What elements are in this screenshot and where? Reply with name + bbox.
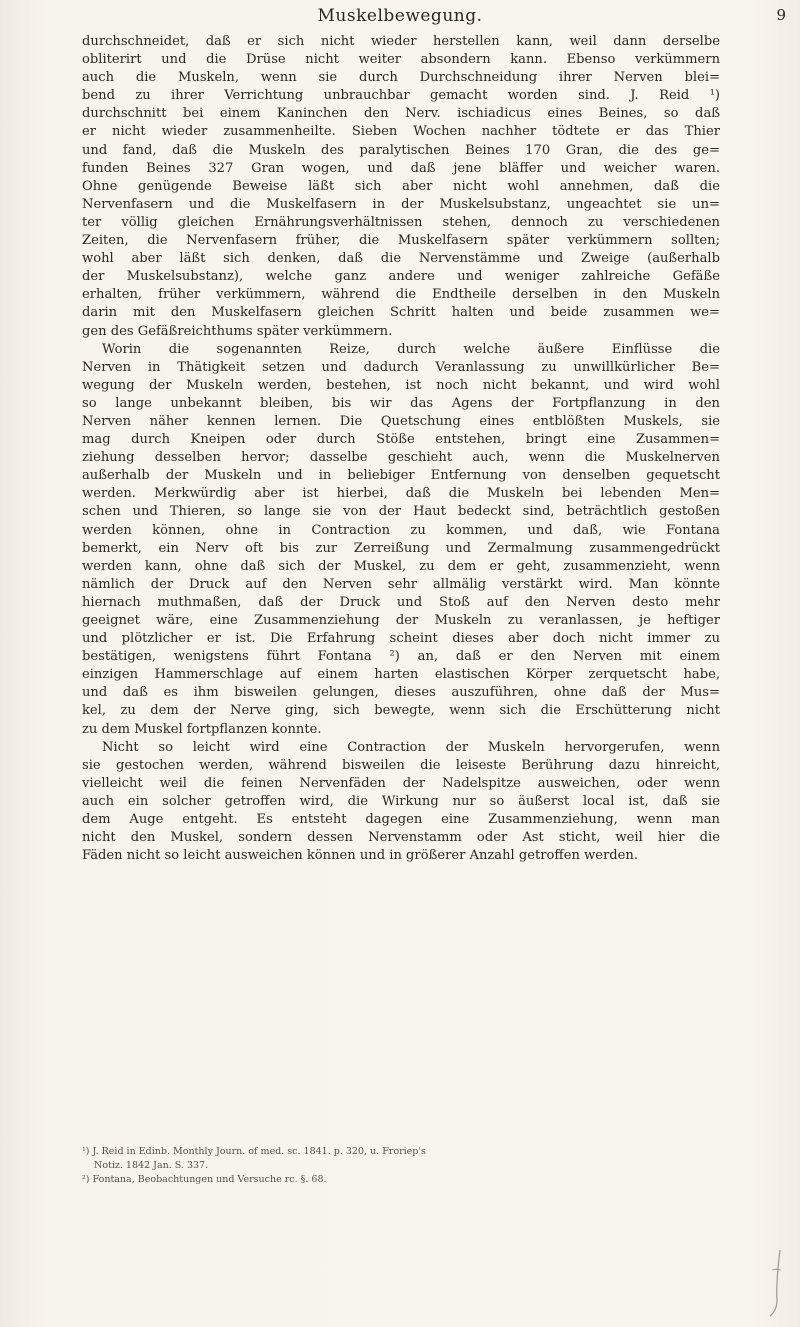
text-line: durchschneidet, daß er sich nicht wieder herstellen kann, weil dann derselbe xyxy=(82,34,720,49)
running-head xyxy=(80,6,786,30)
text-line: werden kann, ohne daß sich der Muskel, zu dem er geht, zusammenzieht, wenn xyxy=(82,558,720,574)
body-text xyxy=(82,33,720,865)
footnote-line: ¹) J. Reid in Edinb. Monthly Journ. of med. sc. 1841. p. 320, u. Froriep's xyxy=(82,1146,426,1157)
text-line: funden Beines 327 Gran wogen, und daß jene bläffer und weicher waren. xyxy=(82,160,720,176)
text-line: Ohne genügende Beweise läßt sich aber nicht wohl annehmen, daß die xyxy=(82,178,720,194)
text-line: Fäden nicht so leicht ausweichen können und in größerer Anzahl getroffen werden. xyxy=(82,848,638,864)
text-line: der Muskelsubstanz), welche ganz andere und weniger zahlreiche Gefäße xyxy=(82,269,720,285)
text-line: Zeiten, die Nervenfasern früher, die Muskelfasern später verkümmern sollten; xyxy=(82,233,720,249)
text-line: schen und Thieren, so lange sie von der Haut bedeckt sind, beträchtlich gestoßen xyxy=(82,504,720,520)
text-line: ter völlig gleichen Ernährungsverhältnissen stehen, dennoch zu verschiedenen xyxy=(82,214,720,230)
text-line: bemerkt, ein Nerv oft bis zur Zerreißung und Zermalmung zusammengedrückt xyxy=(82,540,720,556)
text-line: obliterirt und die Drüse nicht weiter absondern kann. Ebenso verkümmern xyxy=(82,52,720,68)
page-number: 9 xyxy=(776,6,786,24)
footnotes xyxy=(82,1145,720,1187)
text-line: zu dem Muskel fortpflanzen konnte. xyxy=(82,721,322,737)
text-line: so lange unbekannt bleiben, bis wir das Agens der Fortpflanzung in den xyxy=(82,395,720,411)
text-line: Nerven in Thätigkeit setzen und dadurch Veranlassung zu unwillkürlicher Be= xyxy=(82,359,720,375)
text-line: Nerven näher kennen lernen. Die Quetschung eines entblößten Muskels, sie xyxy=(82,413,720,429)
text-line: einzigen Hammerschlage auf einem harten elastischen Körper zerquetscht habe, xyxy=(82,667,720,683)
text-line: kel, zu dem der Nerve ging, sich bewegte, wenn sich die Erschütterung nicht xyxy=(82,703,720,719)
text-line: geeignet wäre, eine Zusammenziehung der Muskeln zu veranlassen, je heftiger xyxy=(82,613,720,628)
text-line: dem Auge entgeht. Es entsteht dagegen eine Zusammenziehung, wenn man xyxy=(82,812,720,828)
pencil-mark-icon xyxy=(766,1248,786,1318)
text-line: auch die Muskeln, wenn sie durch Durchschneidung ihrer Nerven blei= xyxy=(82,70,720,86)
text-line: hiernach muthmaßen, daß der Druck und Stoß auf den Nerven desto mehr xyxy=(82,594,720,610)
text-line: Nervenfasern und die Muskelfasern in der Muskelsubstanz, ungeachtet sie un= xyxy=(82,196,720,212)
text-line: vielleicht weil die feinen Nervenfäden der Nadelspitze ausweichen, oder wenn xyxy=(82,775,720,791)
text-line: außerhalb der Muskeln und in beliebiger Entfernung von denselben gequetscht xyxy=(82,468,720,484)
text-line: ziehung desselben hervor; dasselbe geschieht auch, wenn die Muskelnerven xyxy=(82,450,720,466)
text-line: durchschnitt bei einem Kaninchen den Nerv. ischiadicus eines Beines, so daß xyxy=(82,106,720,122)
text-line: bestätigen, wenigstens führt Fontana ²) an, daß er den Nerven mit einem xyxy=(82,649,720,665)
text-line: erhalten, früher verkümmern, während die Endtheile derselben in den Muskeln xyxy=(82,287,720,303)
text-line: und daß es ihm bisweilen gelungen, dieses auszuführen, ohne daß der Mus= xyxy=(82,685,720,701)
text-line: und fand, daß die Muskeln des paralytischen Beines 170 Gran, die des ge= xyxy=(82,142,720,158)
text-line: Nicht so leicht wird eine Contraction der Muskeln hervorgerufen, wenn xyxy=(102,739,720,755)
text-line: darin mit den Muskelfasern gleichen Schritt halten und beide zusammen we= xyxy=(82,305,720,321)
text-line: wegung der Muskeln werden, bestehen, ist noch nicht bekannt, und wird wohl xyxy=(82,377,720,393)
text-line: werden. Merkwürdig aber ist hierbei, daß die Muskeln bei lebenden Men= xyxy=(82,486,720,502)
text-line: Worin die sogenannten Reize, durch welche äußere Einflüsse die xyxy=(102,341,720,357)
text-line: und plötzlicher er ist. Die Erfahrung scheint dieses aber doch nicht immer zu xyxy=(82,631,720,647)
footnote-line: ²) Fontana, Beobachtungen und Versuche rc. §. 68. xyxy=(82,1174,327,1185)
text-line: nicht den Muskel, sondern dessen Nervenstamm oder Ast sticht, weil hier die xyxy=(82,830,720,846)
text-line: er nicht wieder zusammenheilte. Sieben Wochen nachher tödtete er das Thier xyxy=(82,124,720,140)
text-line: bend zu ihrer Verrichtung unbrauchbar gemacht worden sind. J. Reid ¹) xyxy=(82,88,720,104)
running-title: Muskelbewegung. xyxy=(317,6,483,26)
text-line: mag durch Kneipen oder durch Stöße entstehen, bringt eine Zusammen= xyxy=(82,432,720,448)
text-line: wohl aber läßt sich denken, daß die Nervenstämme und Zweige (außerhalb xyxy=(82,251,720,267)
text-line: gen des Gefäßreichthums später verkümmern. xyxy=(82,323,393,339)
text-line: werden können, ohne in Contraction zu kommen, und daß, wie Fontana xyxy=(82,522,720,538)
text-line: auch ein solcher getroffen wird, die Wirkung nur so äußerst local ist, daß sie xyxy=(82,793,720,809)
text-line: sie gestochen werden, während bisweilen die leiseste Berührung dazu hinreicht, xyxy=(82,757,720,773)
footnote-line: Notiz. 1842 Jan. S. 337. xyxy=(94,1160,209,1171)
text-line: nämlich der Druck auf den Nerven sehr allmälig verstärkt wird. Man könnte xyxy=(82,576,720,592)
